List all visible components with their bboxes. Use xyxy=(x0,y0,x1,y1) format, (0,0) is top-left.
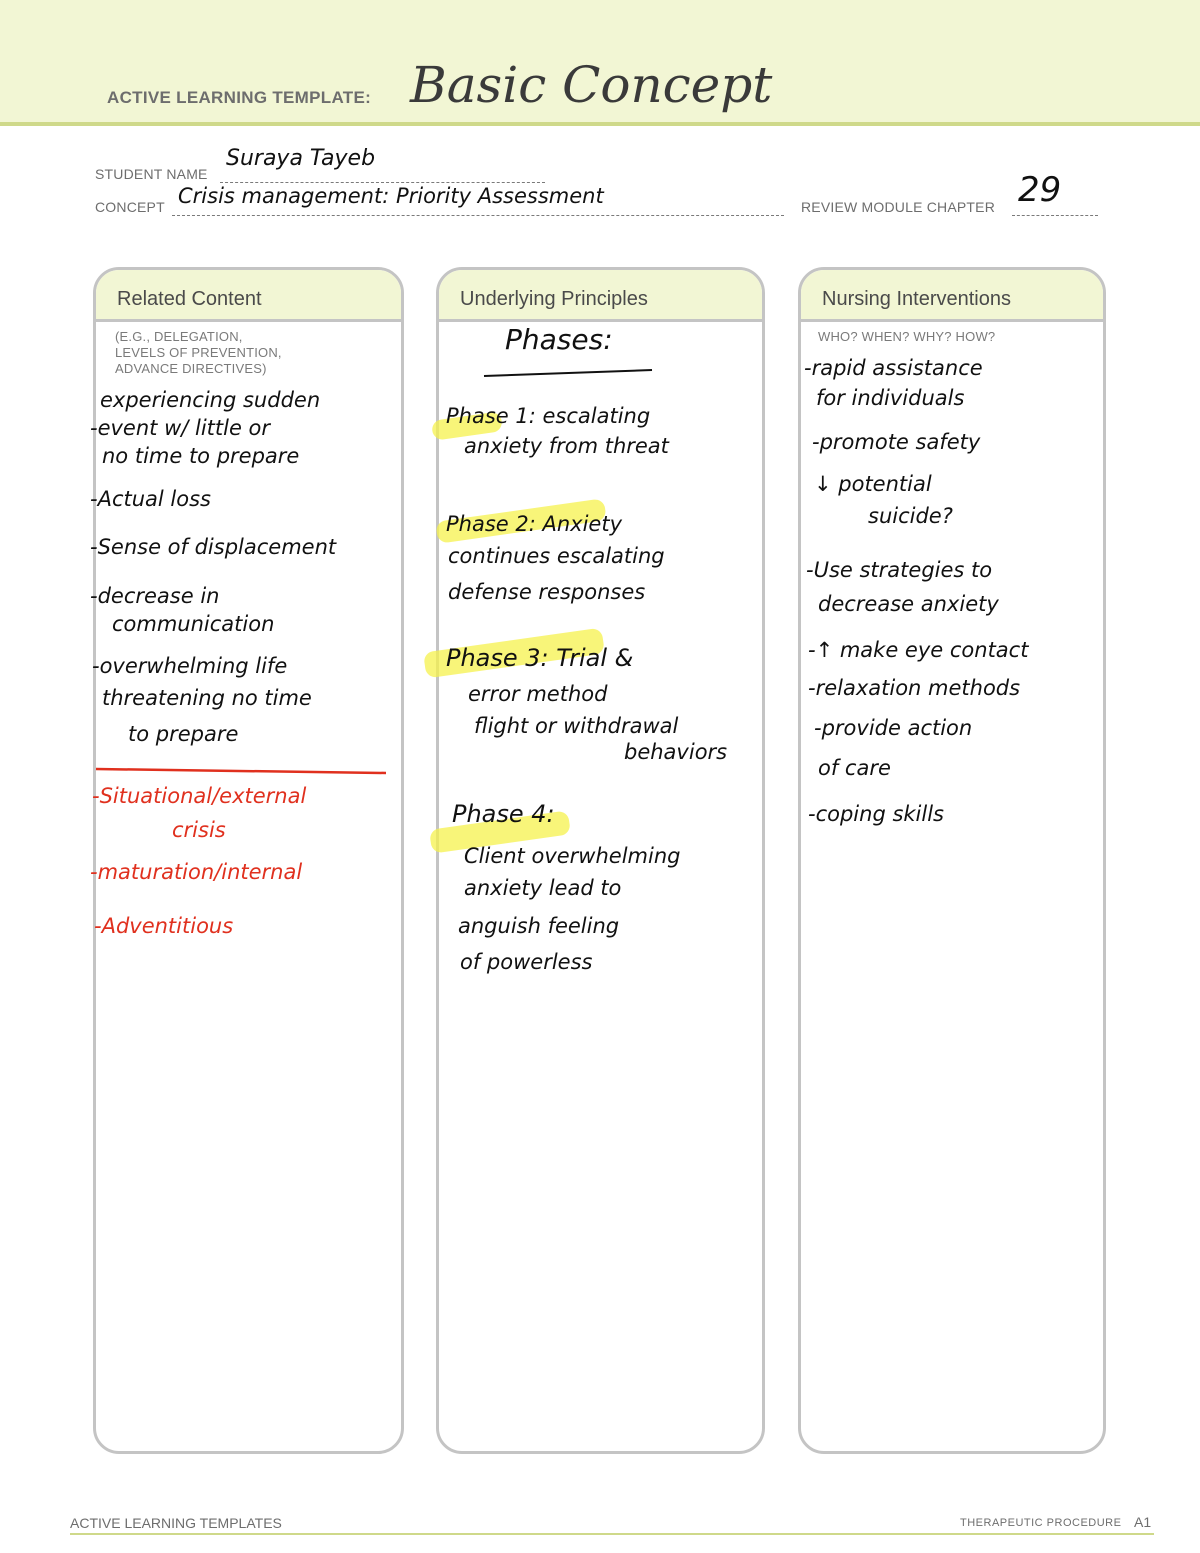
footer-left-label: ACTIVE LEARNING TEMPLATES xyxy=(70,1515,282,1531)
template-label: ACTIVE LEARNING TEMPLATE: xyxy=(107,88,372,107)
principle-note: of powerless xyxy=(460,950,593,974)
related-content-title: Related Content xyxy=(96,270,401,322)
chapter-line xyxy=(1012,215,1098,216)
intervention-note: ↓ potential xyxy=(814,472,932,496)
chapter-value: 29 xyxy=(1018,170,1062,210)
concept-line xyxy=(172,215,784,216)
principle-note: behaviors xyxy=(624,740,728,764)
related-note: -event w/ little or xyxy=(90,416,271,440)
principle-note: flight or withdrawal xyxy=(474,714,679,738)
intervention-note: -relaxation methods xyxy=(808,676,1021,700)
related-note: to prepare xyxy=(128,722,239,746)
footer-page-code: A1 xyxy=(1134,1514,1152,1530)
intervention-note: -provide action xyxy=(814,716,973,740)
related-note: -overwhelming life xyxy=(92,654,288,678)
principle-note: Phase 2: Anxiety xyxy=(446,512,623,536)
phases-underline xyxy=(482,366,656,380)
intervention-note: -Use strategies to xyxy=(806,558,993,582)
intervention-note: -coping skills xyxy=(808,802,944,826)
concept-value: Crisis management: Priority Assessment xyxy=(178,184,604,208)
nursing-interventions-title: Nursing Interventions xyxy=(801,270,1103,322)
related-note: -Actual loss xyxy=(90,487,211,511)
principle-note: anguish feeling xyxy=(458,914,620,938)
intervention-note: -↑ make eye contact xyxy=(808,638,1029,662)
principle-note: Client overwhelming xyxy=(464,844,681,868)
footer-right-label: THERAPEUTIC PROCEDURE xyxy=(960,1517,1122,1529)
related-note: threatening no time xyxy=(102,686,312,710)
related-content-subtitle xyxy=(115,329,282,377)
related-note: no time to prepare xyxy=(102,444,300,468)
underlying-principles-title: Underlying Principles xyxy=(439,270,762,322)
principle-note: anxiety lead to xyxy=(464,876,622,900)
intervention-note: suicide? xyxy=(868,504,953,528)
related-note-red: -maturation/internal xyxy=(90,860,303,884)
related-note: -Sense of displacement xyxy=(90,535,337,559)
intervention-note: for individuals xyxy=(816,386,965,410)
student-name-value: Suraya Tayeb xyxy=(226,146,376,171)
header-rule xyxy=(0,122,1200,126)
principle-note: Phase 1: escalating xyxy=(446,404,651,428)
principle-note: continues escalating xyxy=(448,544,665,568)
related-note-red: -Adventitious xyxy=(94,914,234,938)
related-note: -decrease in xyxy=(90,584,220,608)
principle-note: error method xyxy=(468,682,608,706)
related-note-red: crisis xyxy=(172,818,226,842)
related-note-red: -Situational/external xyxy=(92,784,307,808)
chapter-label: REVIEW MODULE CHAPTER xyxy=(801,199,995,215)
footer-rule xyxy=(70,1533,1154,1535)
principle-note: defense responses xyxy=(448,580,646,604)
intervention-note: decrease anxiety xyxy=(818,592,999,616)
phases-heading: Phases: xyxy=(505,323,613,356)
intervention-note: of care xyxy=(818,756,891,780)
student-name-label: STUDENT NAME xyxy=(95,166,208,182)
concept-label: CONCEPT xyxy=(95,199,165,215)
intervention-note: -rapid assistance xyxy=(804,356,983,380)
red-divider-line xyxy=(94,765,390,777)
template-title: Basic Concept xyxy=(410,56,773,114)
nursing-interventions-subtitle: WHO? WHEN? WHY? HOW? xyxy=(818,329,996,344)
principle-note: Phase 3: Trial & xyxy=(446,644,634,672)
subtitle-line: ADVANCE DIRECTIVES) xyxy=(115,361,267,376)
subtitle-line: (E.G., DELEGATION, xyxy=(115,329,243,344)
principle-note: Phase 4: xyxy=(452,800,555,828)
intervention-note: -promote safety xyxy=(812,430,981,454)
related-note: experiencing sudden xyxy=(100,388,321,412)
subtitle-line: LEVELS OF PREVENTION, xyxy=(115,345,282,360)
related-note: communication xyxy=(112,612,275,636)
principle-note: anxiety from threat xyxy=(464,434,669,458)
student-name-line xyxy=(220,182,545,183)
